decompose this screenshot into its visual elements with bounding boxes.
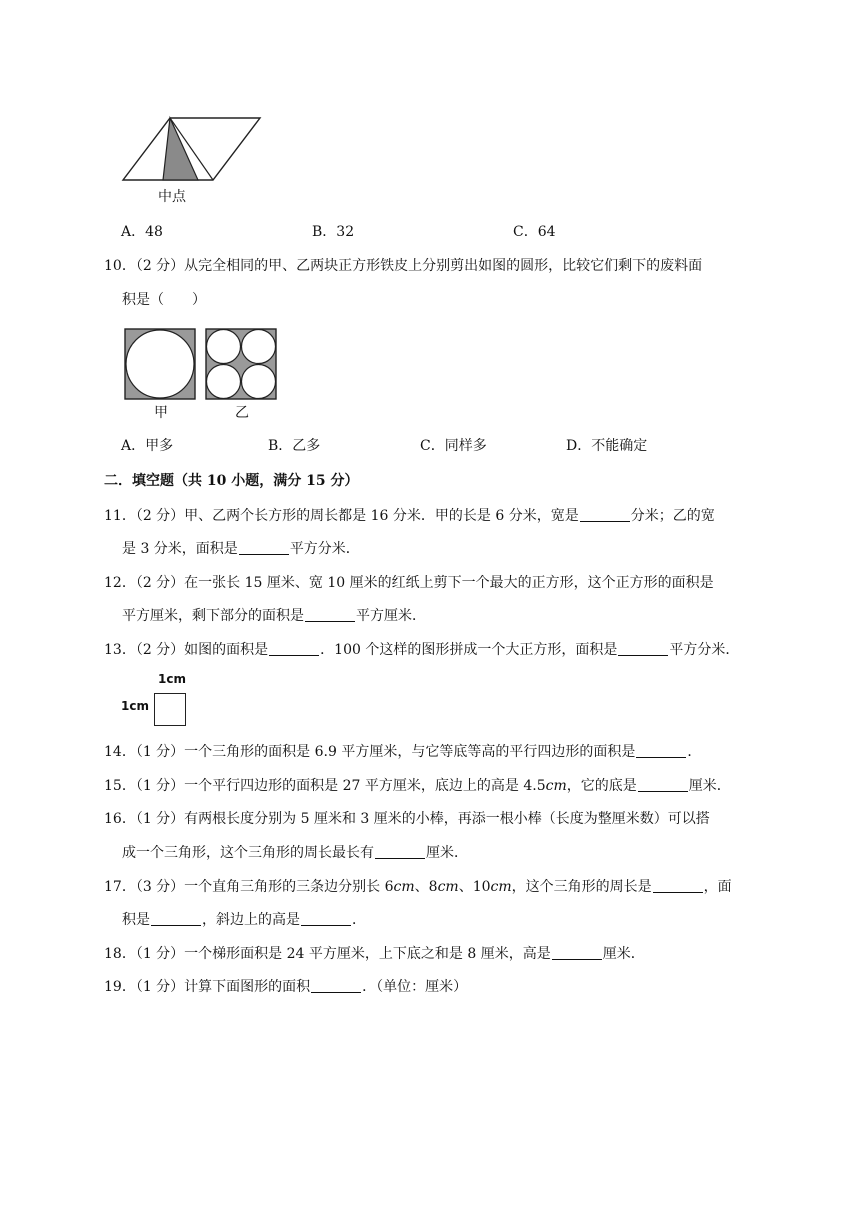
q17-line2: 积是 ，斜边上的高是 ． bbox=[122, 912, 366, 928]
answer-blank[interactable] bbox=[618, 641, 668, 656]
answer-blank[interactable] bbox=[239, 540, 289, 555]
q18-line: 18．（1 分）一个梯形面积是 24 平方厘米，上下底之和是 8 厘米，高是 厘米． bbox=[104, 946, 645, 962]
answer-blank[interactable] bbox=[311, 978, 361, 993]
answer-blank[interactable] bbox=[580, 507, 630, 522]
q19-line: 19．（1 分）计算下面图形的面积 ．（单位：厘米） bbox=[104, 979, 468, 995]
q10-option-d: D．不能确定 bbox=[566, 438, 648, 454]
label-top-1cm: 1cm bbox=[158, 672, 186, 686]
q14-line: 14．（1 分）一个三角形的面积是 6.9 平方厘米，与它等底等高的平行四边形的面积是 ． bbox=[104, 744, 702, 760]
q9-option-c: C．64 bbox=[513, 224, 556, 240]
circle-small-2 bbox=[242, 330, 276, 364]
q17-line1: 17．（3 分）一个直角三角形的三条边分别长 6cm、8cm、10cm，这个三角形的周长是 ，面 bbox=[104, 879, 732, 895]
q13-line1: 13．（2 分）如图的面积是 ．100 个这样的图形拼成一个大正方形，面积是 平方分米． bbox=[104, 642, 740, 658]
section-heading: 二．填空题（共 10 小题，满分 15 分） bbox=[104, 473, 359, 489]
label-yi: 乙 bbox=[235, 405, 249, 421]
q16-line1: 16．（1 分）有两根长度分别为 5 厘米和 3 厘米的小棒，再添一根小棒（长度为整厘米数）可以搭 bbox=[104, 811, 710, 827]
q12-line1: 12．（2 分）在一张长 15 厘米、宽 10 厘米的红纸上剪下一个最大的正方形，这个正方形的面积是 bbox=[104, 575, 714, 591]
q10-option-c: C．同样多 bbox=[420, 438, 487, 454]
answer-blank[interactable] bbox=[653, 878, 703, 893]
circle-large bbox=[126, 330, 194, 398]
q16-line2: 成一个三角形，这个三角形的周长最长有 厘米． bbox=[122, 845, 468, 861]
answer-blank[interactable] bbox=[269, 641, 319, 656]
q11-line2: 是 3 分米，面积是 平方分米． bbox=[122, 541, 360, 557]
q10-option-a: A．甲多 bbox=[121, 438, 174, 454]
midpoint-label: 中点 bbox=[158, 189, 186, 205]
unit-square-figure bbox=[154, 693, 186, 726]
circle-small-4 bbox=[242, 365, 276, 399]
answer-blank[interactable] bbox=[375, 844, 425, 859]
parallelogram-figure bbox=[118, 114, 268, 209]
q9-option-b: B．32 bbox=[312, 224, 355, 240]
answer-blank[interactable] bbox=[151, 911, 201, 926]
square-circles-figure bbox=[122, 326, 282, 402]
label-jia: 甲 bbox=[154, 405, 168, 421]
circle-small-1 bbox=[207, 330, 241, 364]
label-left-1cm: 1cm bbox=[121, 699, 149, 713]
q9-option-a: A．48 bbox=[121, 224, 163, 240]
q10-stem-line1: 10．（2 分）从完全相同的甲、乙两块正方形铁皮上分别剪出如图的圆形，比较它们剩下的废料面 bbox=[104, 258, 703, 274]
q10-stem-line2: 积是（ ） bbox=[122, 292, 206, 308]
answer-blank[interactable] bbox=[636, 743, 686, 758]
q15-line: 15．（1 分）一个平行四边形的面积是 27 平方厘米，底边上的高是 4.5cm，它的底是 厘米． bbox=[104, 778, 731, 794]
q11-line1: 11．（2 分）甲、乙两个长方形的周长都是 16 分米．甲的长是 6 分米，宽是 分米；乙的宽 bbox=[104, 508, 715, 524]
answer-blank[interactable] bbox=[305, 607, 355, 622]
answer-blank[interactable] bbox=[638, 777, 688, 792]
q10-option-b: B．乙多 bbox=[268, 438, 321, 454]
answer-blank[interactable] bbox=[301, 911, 351, 926]
circle-small-3 bbox=[207, 365, 241, 399]
answer-blank[interactable] bbox=[552, 945, 602, 960]
q12-line2: 平方厘米，剩下部分的面积是 平方厘米． bbox=[122, 608, 426, 624]
